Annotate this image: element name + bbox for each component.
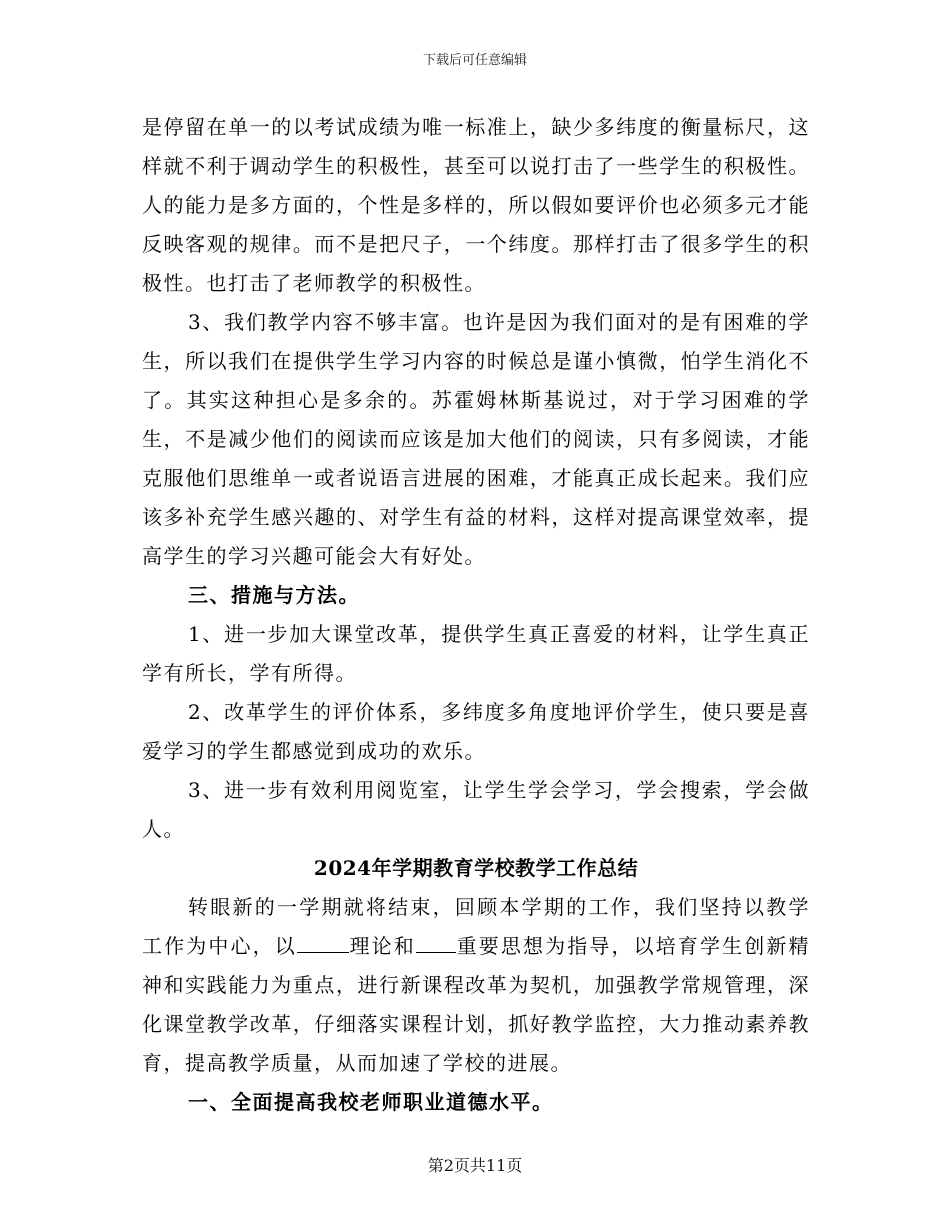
paragraph-evaluation-criticism: 是停留在单一的以考试成绩为唯一标准上，缺少多纬度的衡量标尺，这样就不利于调动学生的积极性，甚至可以说打击了一些学生的积极性。人的能力是多方面的，个性是多样的，所以假如要评价也必须多元才能反映客观的规律。而不是把尺子，一个纬度。那样打击了很多学生的积极性。也打击了老师教学的积极性。 bbox=[142, 115, 810, 295]
document-title: 2024年学期教育学校教学工作总结 bbox=[313, 856, 639, 880]
paragraph-measure-2: 2、改革学生的评价体系，多纬度多角度地评价学生，使只要是喜爱学习的学生都感觉到成功的欢乐。 bbox=[142, 700, 810, 763]
section-heading-ethics: 一、全面提高我校老师职业道德水平。 bbox=[188, 1090, 554, 1114]
intro-text-part-1: 转眼新的一学期就将结束，回顾本学期的工作，我们坚持以教学工作为中心，以 bbox=[142, 895, 810, 958]
document-body bbox=[142, 108, 810, 1122]
paragraph-measure-3: 3、进一步有效利用阅览室，让学生学会学习，学会搜索，学会做人。 bbox=[142, 778, 810, 841]
intro-text-part-2: 理论和 bbox=[348, 934, 416, 958]
paragraph-measure-1: 1、进一步加大课堂改革，提供学生真正喜爱的材料，让学生真正学有所长，学有所得。 bbox=[142, 622, 810, 685]
paragraph-intro bbox=[142, 888, 810, 1083]
page-footer: 第2页共11页 bbox=[427, 1156, 523, 1175]
paragraph-teaching-content: 3、我们教学内容不够丰富。也许是因为我们面对的是有困难的学生，所以我们在提供学生学习内容的时候总是谨小慎微，怕学生消化不了。其实这种担心是多余的。苏霍姆林斯基说过，对于学习困难的学生，不是减少他们的阅读而应该是加大他们的阅读，只有多阅读，才能克服他们思维单一或者说语言进展的困难，才能真正成长起来。我们应该多补充学生感兴趣的、对学生有益的材料，这样对提高课堂效率，提高学生的学习兴趣可能会大有好处。 bbox=[142, 310, 810, 568]
fill-blank-1 bbox=[297, 932, 349, 953]
page-header: 下载后可任意编辑 bbox=[422, 53, 527, 68]
intro-text-part-3: 重要思想为指导，以培育学生创新精神和实践能力为重点，进行新课程改革为契机，加强教学常规管理，深化课堂教学改革，仔细落实课程计划，抓好教学监控，大力推动素养教育，提高教学质量，从而加速了学校的进展。 bbox=[142, 934, 811, 1075]
fill-blank-2 bbox=[416, 932, 456, 953]
section-heading-measures: 三、措施与方法。 bbox=[188, 583, 360, 607]
